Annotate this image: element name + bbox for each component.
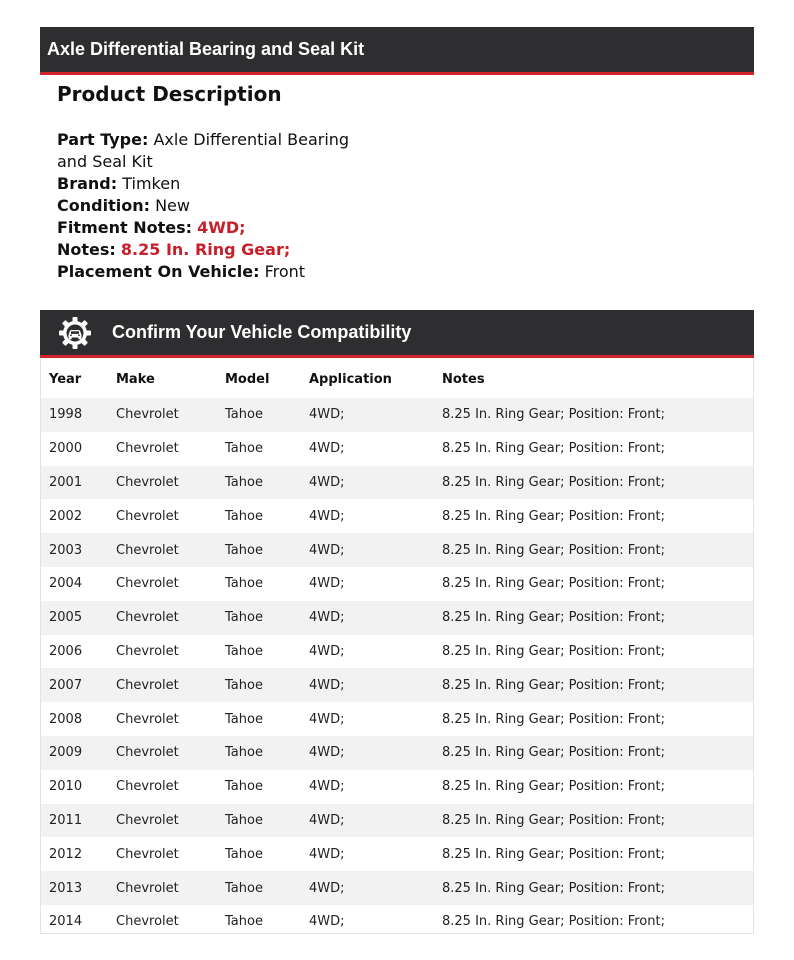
- table-row: [41, 871, 753, 905]
- application-cell: 4WD;: [309, 474, 345, 490]
- notes-cell: 8.25 In. Ring Gear; Position: Front;: [442, 508, 665, 524]
- year-cell: 2008: [49, 711, 83, 727]
- table-row: [41, 736, 753, 770]
- table-header-row: [41, 358, 753, 398]
- column-header-application: Application: [309, 371, 392, 387]
- table-row: [41, 499, 753, 533]
- make-cell: Chevrolet: [116, 474, 179, 490]
- compatibility-header: [40, 310, 754, 358]
- table-row: [41, 905, 753, 939]
- model-cell: Tahoe: [225, 880, 263, 896]
- brand-label: Brand:: [57, 174, 118, 193]
- notes-cell: 8.25 In. Ring Gear; Position: Front;: [442, 576, 665, 592]
- model-cell: Tahoe: [225, 643, 263, 659]
- fitment-value: 4WD;: [197, 218, 246, 237]
- application-cell: 4WD;: [309, 643, 345, 659]
- table-row: [41, 533, 753, 567]
- table-row: [41, 398, 753, 432]
- application-cell: 4WD;: [309, 576, 345, 592]
- part-type-value: Axle Differential Bearing and Seal Kit: [57, 130, 350, 171]
- fitment-label: Fitment Notes:: [57, 218, 192, 237]
- product-title-bar: [40, 27, 754, 75]
- column-header-model: Model: [225, 371, 270, 387]
- column-header-make: Make: [116, 371, 155, 387]
- make-cell: Chevrolet: [116, 880, 179, 896]
- make-cell: Chevrolet: [116, 441, 179, 457]
- notes-cell: 8.25 In. Ring Gear; Position: Front;: [442, 812, 665, 828]
- notes-cell: 8.25 In. Ring Gear; Position: Front;: [442, 846, 665, 862]
- year-cell: 2012: [49, 846, 83, 862]
- application-cell: 4WD;: [309, 779, 345, 795]
- notes-cell: 8.25 In. Ring Gear; Position: Front;: [442, 441, 665, 457]
- year-cell: 2002: [49, 508, 83, 524]
- notes-cell: 8.25 In. Ring Gear; Position: Front;: [442, 677, 665, 693]
- application-cell: 4WD;: [309, 880, 345, 896]
- part-type-row: [57, 129, 377, 173]
- model-cell: Tahoe: [225, 474, 263, 490]
- model-cell: Tahoe: [225, 846, 263, 862]
- year-cell: 2013: [49, 880, 83, 896]
- table-row: [41, 432, 753, 466]
- description-heading: Product Description: [57, 82, 282, 106]
- make-cell: Chevrolet: [116, 542, 179, 558]
- model-cell: Tahoe: [225, 508, 263, 524]
- make-cell: Chevrolet: [116, 711, 179, 727]
- condition-row: [57, 195, 377, 217]
- year-cell: 2000: [49, 441, 83, 457]
- table-row: [41, 837, 753, 871]
- application-cell: 4WD;: [309, 914, 345, 930]
- table-row: [41, 635, 753, 669]
- make-cell: Chevrolet: [116, 812, 179, 828]
- year-cell: 2007: [49, 677, 83, 693]
- application-cell: 4WD;: [309, 610, 345, 626]
- condition-value: New: [155, 196, 190, 215]
- model-cell: Tahoe: [225, 745, 263, 761]
- year-cell: 2004: [49, 576, 83, 592]
- notes-cell: 8.25 In. Ring Gear; Position: Front;: [442, 711, 665, 727]
- table-row: [41, 770, 753, 804]
- application-cell: 4WD;: [309, 711, 345, 727]
- year-cell: 2009: [49, 745, 83, 761]
- table-row: [41, 804, 753, 838]
- condition-label: Condition:: [57, 196, 150, 215]
- year-cell: 2003: [49, 542, 83, 558]
- notes-cell: 8.25 In. Ring Gear; Position: Front;: [442, 779, 665, 795]
- make-cell: Chevrolet: [116, 779, 179, 795]
- year-cell: 1998: [49, 407, 83, 423]
- placement-value: Front: [264, 262, 306, 281]
- application-cell: 4WD;: [309, 542, 345, 558]
- table-row: [41, 466, 753, 500]
- model-cell: Tahoe: [225, 407, 263, 423]
- make-cell: Chevrolet: [116, 407, 179, 423]
- compatibility-section: [40, 310, 754, 934]
- application-cell: 4WD;: [309, 846, 345, 862]
- model-cell: Tahoe: [225, 576, 263, 592]
- model-cell: Tahoe: [225, 914, 263, 930]
- model-cell: Tahoe: [225, 677, 263, 693]
- notes-cell: 8.25 In. Ring Gear; Position: Front;: [442, 610, 665, 626]
- model-cell: Tahoe: [225, 711, 263, 727]
- product-title: Axle Differential Bearing and Seal Kit: [47, 39, 365, 59]
- year-cell: 2011: [49, 812, 83, 828]
- notes-row: [57, 239, 377, 261]
- model-cell: Tahoe: [225, 779, 263, 795]
- make-cell: Chevrolet: [116, 610, 179, 626]
- application-cell: 4WD;: [309, 508, 345, 524]
- placement-row: [57, 261, 377, 283]
- year-cell: 2010: [49, 779, 83, 795]
- model-cell: Tahoe: [225, 441, 263, 457]
- column-header-notes: Notes: [442, 371, 485, 387]
- table-row: [41, 668, 753, 702]
- brand-row: [57, 173, 377, 195]
- column-header-year: Year: [49, 371, 82, 387]
- application-cell: 4WD;: [309, 441, 345, 457]
- application-cell: 4WD;: [309, 745, 345, 761]
- compatibility-title: Confirm Your Vehicle Compatibility: [112, 322, 412, 342]
- notes-cell: 8.25 In. Ring Gear; Position: Front;: [442, 880, 665, 896]
- make-cell: Chevrolet: [116, 677, 179, 693]
- table-row: [41, 702, 753, 736]
- table-row: [41, 567, 753, 601]
- model-cell: Tahoe: [225, 610, 263, 626]
- make-cell: Chevrolet: [116, 914, 179, 930]
- application-cell: 4WD;: [309, 812, 345, 828]
- part-type-label: Part Type:: [57, 130, 149, 149]
- notes-cell: 8.25 In. Ring Gear; Position: Front;: [442, 542, 665, 558]
- placement-label: Placement On Vehicle:: [57, 262, 260, 281]
- product-description: [57, 80, 377, 283]
- fitment-row: [57, 217, 377, 239]
- notes-cell: 8.25 In. Ring Gear; Position: Front;: [442, 643, 665, 659]
- notes-label: Notes:: [57, 240, 116, 259]
- make-cell: Chevrolet: [116, 576, 179, 592]
- compatibility-table: [41, 358, 753, 939]
- gear-car-icon: [57, 315, 93, 351]
- make-cell: Chevrolet: [116, 745, 179, 761]
- make-cell: Chevrolet: [116, 846, 179, 862]
- table-row: [41, 601, 753, 635]
- make-cell: Chevrolet: [116, 643, 179, 659]
- make-cell: Chevrolet: [116, 508, 179, 524]
- model-cell: Tahoe: [225, 542, 263, 558]
- notes-cell: 8.25 In. Ring Gear; Position: Front;: [442, 407, 665, 423]
- model-cell: Tahoe: [225, 812, 263, 828]
- notes-cell: 8.25 In. Ring Gear; Position: Front;: [442, 474, 665, 490]
- year-cell: 2014: [49, 914, 83, 930]
- application-cell: 4WD;: [309, 677, 345, 693]
- application-cell: 4WD;: [309, 407, 345, 423]
- notes-cell: 8.25 In. Ring Gear; Position: Front;: [442, 745, 665, 761]
- year-cell: 2006: [49, 643, 83, 659]
- year-cell: 2005: [49, 610, 83, 626]
- brand-value: Timken: [122, 174, 181, 193]
- year-cell: 2001: [49, 474, 83, 490]
- notes-value: 8.25 In. Ring Gear;: [120, 240, 291, 259]
- notes-cell: 8.25 In. Ring Gear; Position: Front;: [442, 914, 665, 930]
